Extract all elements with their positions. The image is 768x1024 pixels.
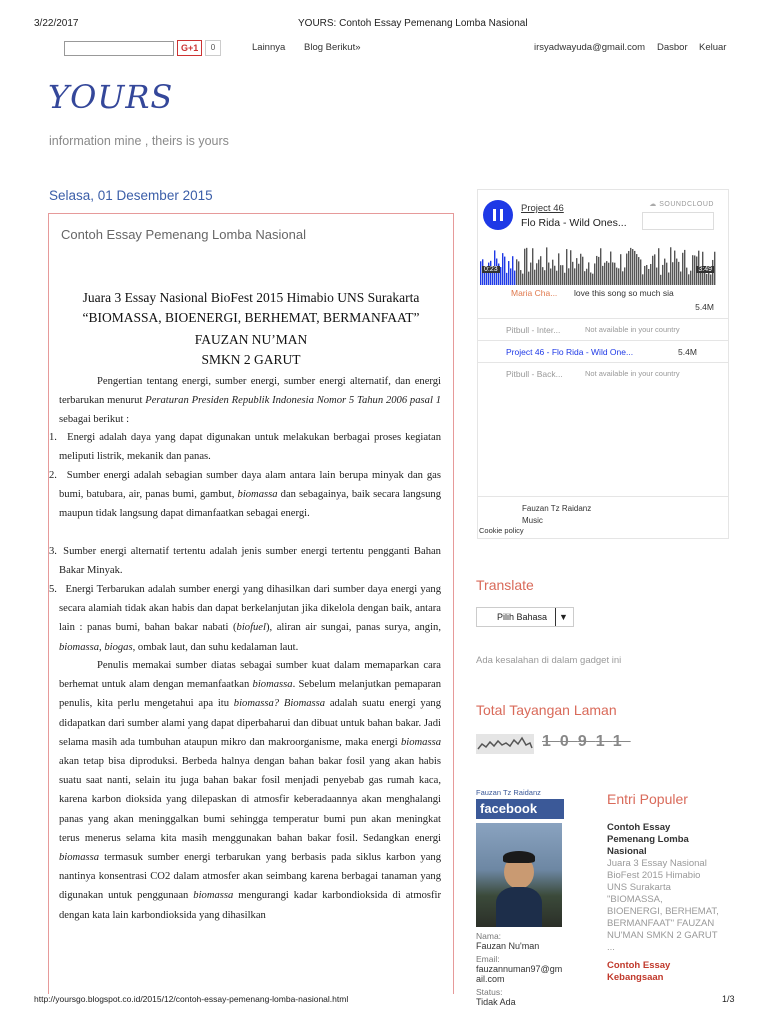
facebook-badge[interactable] <box>476 788 566 1007</box>
waveform-bar <box>622 271 623 285</box>
waveform-bar <box>638 257 639 285</box>
waveform-bar <box>562 265 563 285</box>
waveform-bar <box>608 263 609 285</box>
sc-divider <box>478 496 728 497</box>
waveform-bar <box>568 268 569 285</box>
waveform-bar <box>680 271 681 285</box>
sc-track-row[interactable] <box>478 340 728 363</box>
translate-title: Translate <box>476 577 534 593</box>
list-emphasis: biomassa <box>59 641 100 653</box>
dropdown-arrow-icon: ▼ <box>555 608 568 626</box>
counter-digit: 0 <box>559 733 578 750</box>
waveform-bar <box>586 269 587 285</box>
intro-paragraph <box>59 372 441 430</box>
waveform-bar <box>520 270 521 285</box>
dashboard-link[interactable]: Dasbor <box>657 42 688 53</box>
waveform-bar <box>644 266 645 285</box>
waveform-bar <box>574 268 575 285</box>
waveform-bar <box>506 273 507 285</box>
print-url: http://yoursgo.blogspot.co.id/2015/12/contoh-essay-pemenang-lomba-nasional.html <box>34 994 349 1004</box>
profile-photo <box>476 823 562 927</box>
body-emphasis: biomassa? Biomassa <box>233 698 326 710</box>
sc-track-row[interactable] <box>478 318 728 341</box>
user-email: irsyadwayuda@gmail.com <box>534 42 646 53</box>
fb-name-field <box>476 931 566 951</box>
list-item <box>49 542 441 580</box>
print-date: 3/22/2017 <box>34 18 79 29</box>
list-item <box>49 428 441 466</box>
list-number: 5. <box>49 584 57 595</box>
blog-tagline: information mine , theirs is yours <box>49 134 229 148</box>
waveform-bar <box>642 274 643 285</box>
list-text: ), aliran air sungai, panas surya, angin, <box>265 622 441 634</box>
waveform-bar <box>630 248 631 285</box>
list-text: Energi adalah daya yang dapat digunakan untuk melakukan berbagai proses kegiatan meliputi listrik, mekanik dan panas. <box>59 432 441 463</box>
body-paragraph <box>59 656 441 925</box>
body-emphasis: biomassa <box>193 890 234 902</box>
waveform-bar <box>620 254 621 285</box>
list-emphasis: biofuel <box>236 622 266 634</box>
body-text: akan tetap bisa diproduksi. Berbeda halnya dengan bahan bakar fosil yang akan habis suatu saat nanti, selain itu juga bahan bakar fosil menjadi penyebab gas rumah kaca, karena karbon dioksida yang dilepaskan di atmosfir keberadaannya akan menghalangi panas yang akan meninggalkan bumi sehingga temperatur bumi pun akan meningkat terus menerus selama kita masih menggunakan bahan bakar fosil. Sedangkan energi <box>59 756 441 844</box>
waveform-bar <box>690 271 691 285</box>
waveform-bar <box>546 247 547 285</box>
waveform-bar <box>564 273 565 285</box>
doc-header-line: “BIOMASSA, BIOENERGI, BERHEMAT, BERMANFAAT” <box>82 310 420 325</box>
waveform-bar <box>534 270 535 285</box>
waveform-bar <box>654 254 655 285</box>
waveform-bar <box>598 257 599 285</box>
body-text: . Sebelum melanjutkan pemaparan penulis, kita perlu mengetahui apa itu <box>59 679 441 710</box>
waveform-bar <box>636 254 637 285</box>
waveform-bar <box>694 255 695 285</box>
popular-post-title[interactable]: Contoh Essay Pemenang Lomba Nasional <box>607 822 689 857</box>
comment-text: love this song so much sia <box>574 288 674 298</box>
waveform-bar <box>646 265 647 285</box>
print-page-number: 1/3 <box>722 994 735 1004</box>
fb-label: Email: <box>476 954 500 964</box>
post-container <box>48 213 454 994</box>
waveform-bar <box>558 253 559 285</box>
waveform-bar <box>552 260 553 285</box>
pageviews-title: Total Tayangan Laman <box>476 702 617 718</box>
waveform-bar <box>674 251 675 285</box>
popular-post-snippet: Juara 3 Essay Nasional BioFest 2015 Himabio UNS Surakarta "BIOMASSA, BIOENERGI, BERHEMAT, BERMANFAAT" FAUZAN NU'MAN SMKN 2 GARUT ... <box>607 858 719 953</box>
doc-header-line: SMKN 2 GARUT <box>201 352 301 367</box>
waveform-bar <box>548 263 549 285</box>
intro-text: Pengertian tentang energi, sumber energi, sumber energi alternatif, dan energi terbarukan menurut <box>59 376 441 407</box>
body-emphasis: biomassa <box>400 736 441 748</box>
waveform-bar <box>652 256 653 285</box>
waveform-bar <box>624 267 625 285</box>
waveform-bar <box>666 263 667 285</box>
waveform-bar <box>602 266 603 285</box>
waveform-bar <box>678 262 679 285</box>
waveform-bar <box>616 268 617 285</box>
waveform-bar <box>614 263 615 285</box>
waveform-bar <box>508 261 509 285</box>
list-text: , ombak laut, dan suhu kedalaman laut. <box>132 641 299 653</box>
fb-value: Fauzan Nu'man <box>476 941 540 951</box>
print-title: YOURS: Contoh Essay Pemenang Lomba Nasional <box>298 18 528 29</box>
waveform-bar <box>584 271 585 285</box>
waveform-bar <box>570 250 571 285</box>
list-text: Sumber energi adalah sebagian sumber daya alam antara lain berupa minyak dan gas bumi, batubara, air, panas bumi, gambut, <box>59 470 441 501</box>
waveform-bar <box>514 271 515 285</box>
waveform-bar <box>518 261 519 285</box>
sparkline-icon <box>476 734 534 754</box>
sc-footer-sub: Music <box>522 516 543 525</box>
popular-post[interactable] <box>607 960 719 984</box>
popular-posts-title: Entri Populer <box>607 791 688 807</box>
gplus-count: 0 <box>205 40 221 56</box>
body-text: adalah suatu energi yang didapatkan dari sumber alami yang dapat diperbaharui dan dibuat untuk bahan bakar. Jadi selama masih ada tumbuhan ataupun mikro dan makroorganisme, maka energi <box>59 698 441 748</box>
body-text: termasuk sumber energi terbarukan yang berbasis pada siklus karbon yang nantinya konsentrasi CO2 dalam atmosfer akan seimbang karena berbagai tanaman yang digunakan untuk penggunaan <box>59 852 441 902</box>
fb-value: fauzannuman97@gmail.com <box>476 964 563 984</box>
gplus-button[interactable]: G+1 <box>177 40 202 56</box>
waveform-bar <box>504 257 505 285</box>
body-emphasis: biomassa <box>59 852 100 864</box>
waveform-bar <box>632 249 633 285</box>
list-text: dan sebagainya, baik secara langsung maupun tidak langsung dapat dimanfaatkan sebagai energi. <box>59 489 441 520</box>
language-select-value: Pilih Bahasa <box>497 612 548 622</box>
list-emphasis: biogas <box>104 641 133 653</box>
sc-action-buttons[interactable] <box>642 212 714 230</box>
list-text: Sumber energi alternatif tertentu adalah jenis sumber energi tertentu pengganti Bahan Bakar Minyak. <box>59 546 441 577</box>
sc-row-title: Pitbull - Inter... <box>506 325 561 335</box>
fb-email-field <box>476 954 566 984</box>
waveform-bar <box>576 258 577 285</box>
waveform-bar <box>580 254 581 285</box>
waveform-bar <box>688 274 689 285</box>
gadget-error: Ada kesalahan di dalam gadget ini <box>476 655 622 666</box>
post-title[interactable]: Contoh Essay Pemenang Lomba Nasional <box>61 227 306 242</box>
waveform-bar <box>544 270 545 285</box>
intro-reference: Peraturan Presiden Republik Indonesia Nomor 5 Tahun 2006 pasal 1 <box>145 395 441 407</box>
list-text: Energi Terbarukan adalah sumber energi yang dihasilkan dari sumber daya energi yang secara alamiah tidak akan habis dan dapat berkelanjutan jika dikelola dengan baik, antara lain : panas bumi, bahan bakar nabati ( <box>59 584 442 634</box>
waveform-bar <box>648 269 649 285</box>
waveform-bar <box>484 272 485 285</box>
waveform-bar <box>682 253 683 285</box>
cookie-policy-link[interactable]: Cookie policy <box>479 526 524 535</box>
waveform-bar <box>556 271 557 285</box>
popular-post[interactable] <box>607 822 719 954</box>
waveform-bar <box>512 256 513 285</box>
waveform-bar <box>522 274 523 285</box>
waveform-bar <box>566 249 567 285</box>
waveform-bar <box>536 263 537 285</box>
sc-row-plays: 5.4M <box>678 347 697 357</box>
pause-button[interactable] <box>483 200 513 230</box>
waveform-bar <box>572 262 573 285</box>
list-number: 1. <box>49 432 57 443</box>
soundcloud-logo[interactable] <box>649 200 714 208</box>
waveform-bar <box>590 272 591 285</box>
fb-status-field <box>476 987 566 1007</box>
list-text: , <box>99 641 105 653</box>
waveform-bar <box>626 254 627 285</box>
waveform-bar <box>480 261 481 285</box>
waveform-bar <box>710 274 711 285</box>
fb-name-link[interactable]: Fauzan Tz Raidanz <box>476 788 541 797</box>
sc-track-title[interactable]: Flo Rida - Wild Ones... <box>521 217 627 229</box>
doc-header-line: FAUZAN NU’MAN <box>194 332 308 347</box>
sc-artist-link[interactable]: Project 46 <box>521 203 564 214</box>
pause-icon <box>500 209 503 221</box>
waveform-bar <box>588 262 589 285</box>
waveform-bar <box>600 248 601 285</box>
waveform-bar <box>560 265 561 285</box>
waveform-bar <box>662 265 663 285</box>
sc-row-title: Project 46 - Flo Rida - Wild One... <box>506 347 634 357</box>
waveform-bar <box>650 264 651 285</box>
soundcloud-widget <box>477 189 729 539</box>
waveform-bar <box>510 268 511 285</box>
waveform-bar <box>618 268 619 285</box>
waveform-bar <box>554 266 555 285</box>
next-blog-link[interactable]: Blog Berikut» <box>304 42 361 53</box>
waveform-bar <box>516 259 517 285</box>
post-date: Selasa, 01 Desember 2015 <box>49 188 213 203</box>
waveform-bar <box>672 262 673 285</box>
waveform-bar <box>596 256 597 285</box>
pageview-counter <box>542 733 631 751</box>
fb-label: Status: <box>476 987 503 997</box>
waveform-bar <box>528 272 529 285</box>
waveform[interactable] <box>480 245 716 285</box>
pause-icon <box>493 209 496 221</box>
waveform-bar <box>640 259 641 285</box>
list-item <box>49 580 442 657</box>
waveform-bar <box>660 275 661 285</box>
waveform-bar <box>686 268 687 285</box>
popular-post-title[interactable]: Contoh Essay Kebangsaan <box>607 960 671 983</box>
waveform-bar <box>668 272 669 285</box>
play-count: 5.4M <box>695 302 714 312</box>
body-text: mengurangi kadar karbondioksida di atmosfir dengan kata lain karbondioksida yang dihasilkan <box>59 890 442 921</box>
waveform-bar <box>628 251 629 285</box>
list-number: 3. <box>49 546 57 557</box>
more-link[interactable]: Lainnya <box>252 42 286 53</box>
fb-value: Tidak Ada <box>476 997 516 1007</box>
waveform-bar <box>664 259 665 285</box>
waveform-bar <box>670 247 671 285</box>
waveform-bar <box>492 273 493 285</box>
waveform-bar <box>684 250 685 285</box>
waveform-bar <box>610 252 611 285</box>
sc-row-status: Not available in your country <box>585 369 680 378</box>
waveform-bar <box>540 256 541 285</box>
time-elapsed: 0:23 <box>484 266 498 273</box>
sc-footer-user[interactable]: Fauzan Tz Raidanz <box>522 504 592 513</box>
waveform-bar <box>692 255 693 285</box>
waveform-bar <box>538 260 539 285</box>
list-emphasis: biomassa <box>237 489 278 501</box>
counter-digit: 9 <box>577 733 596 750</box>
waveform-bar <box>502 253 503 285</box>
sc-track-row[interactable] <box>478 362 728 385</box>
waveform-bar <box>604 263 605 285</box>
logout-link[interactable]: Keluar <box>699 42 727 53</box>
cloud-icon: ☁ <box>649 201 657 208</box>
waveform-bar <box>582 257 583 285</box>
waveform-bar <box>706 274 707 285</box>
waveform-bar <box>542 267 543 285</box>
counter-digit: 1 <box>542 733 560 750</box>
waveform-bar <box>634 251 635 285</box>
soundcloud-logo-text: SOUNDCLOUD <box>659 201 714 208</box>
waveform-bar <box>524 249 525 285</box>
fb-label: Nama: <box>476 931 502 941</box>
time-total: 3:49 <box>698 266 712 273</box>
intro-text: sebagai berikut : <box>59 414 130 426</box>
waveform-bar <box>708 273 709 285</box>
waveform-bar <box>676 259 677 285</box>
doc-header-line: Juara 3 Essay Nasional BioFest 2015 Himabio UNS Surakarta <box>82 290 420 305</box>
waveform-bar <box>530 263 531 285</box>
sc-row-status: Not available in your country <box>585 325 680 334</box>
waveform-bar <box>550 268 551 285</box>
sc-row-title: Pitbull - Back... <box>506 369 563 379</box>
navbar-search-input[interactable] <box>64 41 174 56</box>
blogger-navbar <box>0 38 768 60</box>
waveform-bar <box>612 262 613 285</box>
waveform-bar <box>594 263 595 285</box>
counter-digit: 1 <box>595 733 613 750</box>
waveform-bar <box>656 268 657 285</box>
waveform-bar <box>578 264 579 285</box>
waveform-bar <box>606 261 607 285</box>
comment-user[interactable]: Maria Cha... <box>511 288 558 298</box>
counter-digit: 1 <box>612 733 631 750</box>
waveform-bar <box>526 248 527 285</box>
waveform-bar <box>592 274 593 285</box>
waveform-bar <box>658 248 659 285</box>
body-text: Penulis memakai sumber diatas sebagai sumber kuat dalam memaparkan cara berhemat untuk alam dengan memanfaatkan <box>59 660 441 691</box>
waveform-bar <box>500 267 501 285</box>
facebook-logo: facebook <box>476 799 564 819</box>
waveform-bar <box>714 252 715 285</box>
soundcloud-player <box>478 190 728 302</box>
blog-title[interactable]: YOURS <box>48 78 174 116</box>
waveform-bar <box>532 248 533 285</box>
body-emphasis: biomassa <box>252 679 293 691</box>
list-item <box>49 466 441 524</box>
language-select[interactable] <box>476 607 574 627</box>
list-number: 2. <box>49 470 57 481</box>
